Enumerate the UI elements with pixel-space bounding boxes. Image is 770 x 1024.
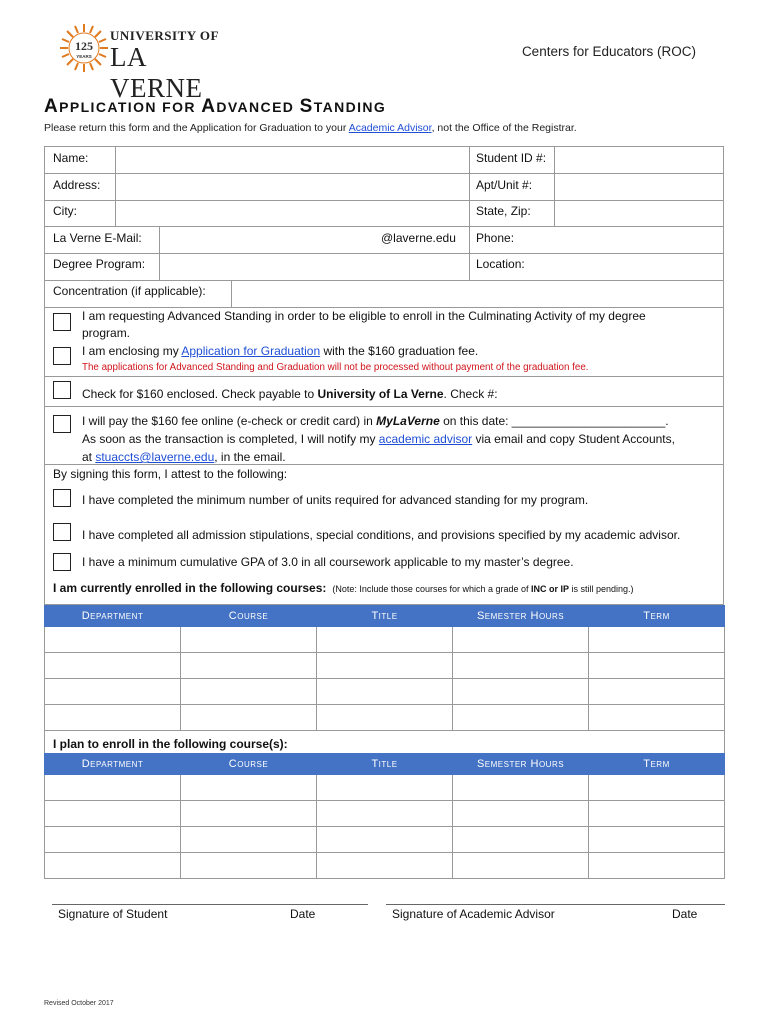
column-header: Title (317, 606, 453, 627)
units-checkbox[interactable] (53, 489, 71, 507)
student-id-label: Student ID #: (476, 151, 547, 165)
student-signature-label: Signature of Student (58, 907, 168, 921)
table-cell[interactable] (453, 775, 589, 801)
state-zip-field[interactable] (555, 201, 723, 226)
table-cell[interactable] (317, 627, 453, 653)
address-label: Address: (53, 178, 101, 192)
academic-advisor-link[interactable]: Academic Advisor (348, 122, 432, 134)
current-courses-table (44, 605, 725, 731)
table-row (45, 827, 725, 853)
academic-advisor-link-2[interactable]: academic advisor (378, 432, 473, 446)
column-header: Department (45, 754, 181, 775)
name-field[interactable] (116, 147, 469, 173)
pay-online-checkbox[interactable] (53, 415, 71, 433)
check-enclosed-checkbox[interactable] (53, 381, 71, 399)
table-cell[interactable] (45, 627, 181, 653)
stipulations-checkbox[interactable] (53, 523, 71, 541)
concentration-field[interactable] (232, 281, 723, 307)
table-cell[interactable] (589, 679, 725, 705)
student-signature-line[interactable] (52, 904, 368, 905)
table-cell[interactable] (589, 653, 725, 679)
table-cell[interactable] (45, 827, 181, 853)
table-row (45, 653, 725, 679)
concentration-label: Concentration (if applicable): (53, 284, 206, 298)
table-cell[interactable] (589, 827, 725, 853)
advisor-signature-line[interactable] (386, 904, 725, 905)
city-label: City: (53, 204, 77, 218)
advanced-standing-text: I am requesting Advanced Standing in order to be eligible to enroll in the Culminating Activity of my degree (82, 309, 646, 323)
svg-text:125: 125 (75, 39, 93, 53)
payment-warning: The applications for Advanced Standing and Graduation will not be processed without payment of the graduation fee. (82, 362, 589, 373)
current-courses-heading: I am currently enrolled in the following courses: (Note: Include those courses for which a grade of INC or IP is still pending.) (53, 581, 634, 595)
student-date-label: Date (290, 907, 316, 921)
pay-online-text: I will pay the $160 fee online (e-check or credit card) in MyLaVerne on this date: _______________________. (82, 414, 669, 428)
table-row (45, 775, 725, 801)
apt-unit-label: Apt/Unit #: (476, 178, 533, 192)
planned-courses-heading: I plan to enroll in the following course(s): (53, 737, 288, 751)
logo-name-text: LA VERNE (110, 42, 203, 103)
table-cell[interactable] (181, 775, 317, 801)
table-cell[interactable] (45, 653, 181, 679)
table-cell[interactable] (181, 801, 317, 827)
table-cell[interactable] (453, 801, 589, 827)
application-form-grid (44, 146, 724, 605)
advisor-date-label: Date (672, 907, 698, 921)
table-cell[interactable] (453, 627, 589, 653)
city-field[interactable] (116, 201, 469, 226)
table-row (45, 679, 725, 705)
column-header: Title (317, 754, 453, 775)
stipulations-text: I have completed all admission stipulations, special conditions, and provisions specified by my academic advisor. (82, 528, 681, 542)
enclosing-application-checkbox[interactable] (53, 347, 71, 365)
table-cell[interactable] (45, 853, 181, 879)
address-field[interactable] (116, 174, 469, 200)
attest-text: By signing this form, I attest to the following: (53, 467, 288, 481)
table-cell[interactable] (453, 679, 589, 705)
column-header: Term (589, 754, 725, 775)
table-cell[interactable] (181, 827, 317, 853)
phone-field[interactable] (470, 227, 723, 253)
table-cell[interactable] (181, 679, 317, 705)
column-header: Course (181, 754, 317, 775)
column-header: Department (45, 606, 181, 627)
table-cell[interactable] (317, 801, 453, 827)
student-id-field[interactable] (555, 147, 723, 173)
table-cell[interactable] (453, 827, 589, 853)
degree-program-field[interactable] (160, 254, 469, 280)
enclosing-application-text: I am enclosing my Application for Graduation with the $160 graduation fee. (82, 344, 479, 358)
logo-university-text: UNIVERSITY OF (110, 28, 219, 43)
phone-label: Phone: (476, 231, 515, 245)
table-cell[interactable] (45, 775, 181, 801)
apt-unit-field[interactable] (555, 174, 723, 200)
table-row (45, 627, 725, 653)
table-cell[interactable] (317, 775, 453, 801)
gpa-checkbox[interactable] (53, 553, 71, 571)
table-cell[interactable] (181, 627, 317, 653)
table-cell[interactable] (453, 653, 589, 679)
units-text: I have completed the minimum number of units required for advanced standing for my program. (82, 493, 589, 507)
table-row (45, 801, 725, 827)
table-cell[interactable] (317, 853, 453, 879)
planned-courses-table (44, 753, 725, 879)
advanced-standing-text-2: program. (82, 326, 131, 340)
column-header: Semester Hours (453, 754, 589, 775)
seal-icon (58, 22, 110, 74)
column-header: Course (181, 606, 317, 627)
advisor-signature-label: Signature of Academic Advisor (392, 907, 555, 921)
table-cell[interactable] (317, 653, 453, 679)
table-cell[interactable] (589, 801, 725, 827)
state-zip-label: State, Zip: (476, 204, 531, 218)
notify-advisor-text: As soon as the transaction is completed, I will notify my academic advisor via email and copy Student Accounts, (82, 432, 675, 446)
column-header: Term (589, 606, 725, 627)
form-title: APPLICATION FOR ADVANCED STANDING (44, 96, 387, 117)
degree-program-label: Degree Program: (53, 257, 146, 271)
table-cell[interactable] (453, 853, 589, 879)
table-cell[interactable] (589, 627, 725, 653)
column-header: Semester Hours (453, 606, 589, 627)
gpa-text: I have a minimum cumulative GPA of 3.0 in all coursework applicable to my master’s degree. (82, 555, 574, 569)
instructions: Please return this form and the Application for Graduation to your Academic Advisor, not the Office of the Registrar. (44, 122, 577, 134)
department-label: Centers for Educators (ROC) (521, 44, 696, 59)
email-suffix: @laverne.edu (381, 231, 456, 245)
advanced-standing-checkbox[interactable] (53, 313, 71, 331)
table-cell[interactable] (589, 775, 725, 801)
table-cell[interactable] (317, 679, 453, 705)
table-row (45, 853, 725, 879)
table-cell[interactable] (45, 801, 181, 827)
table-header-row (45, 754, 725, 775)
revision-date: Revised October 2017 (44, 1000, 114, 1007)
check-enclosed-text: Check for $160 enclosed. Check payable to University of La Verne. Check #: (82, 387, 498, 401)
university-logo (58, 22, 228, 103)
table-cell[interactable] (181, 653, 317, 679)
table-cell[interactable] (45, 679, 181, 705)
stuaccts-email-link[interactable]: stuaccts@laverne.edu (95, 450, 215, 464)
table-cell[interactable] (317, 827, 453, 853)
table-cell[interactable] (589, 853, 725, 879)
application-for-graduation-link[interactable]: Application for Graduation (181, 344, 321, 358)
student-accounts-email-text: at stuaccts@laverne.edu, in the email. (82, 450, 286, 464)
table-cell[interactable] (181, 853, 317, 879)
email-label: La Verne E-Mail: (53, 231, 142, 245)
planned-courses-heading-box (44, 721, 725, 753)
table-header-row (45, 606, 725, 627)
name-label: Name: (53, 151, 89, 165)
svg-text:YEARS: YEARS (76, 54, 92, 59)
location-label: Location: (476, 257, 525, 271)
location-field[interactable] (470, 254, 723, 280)
